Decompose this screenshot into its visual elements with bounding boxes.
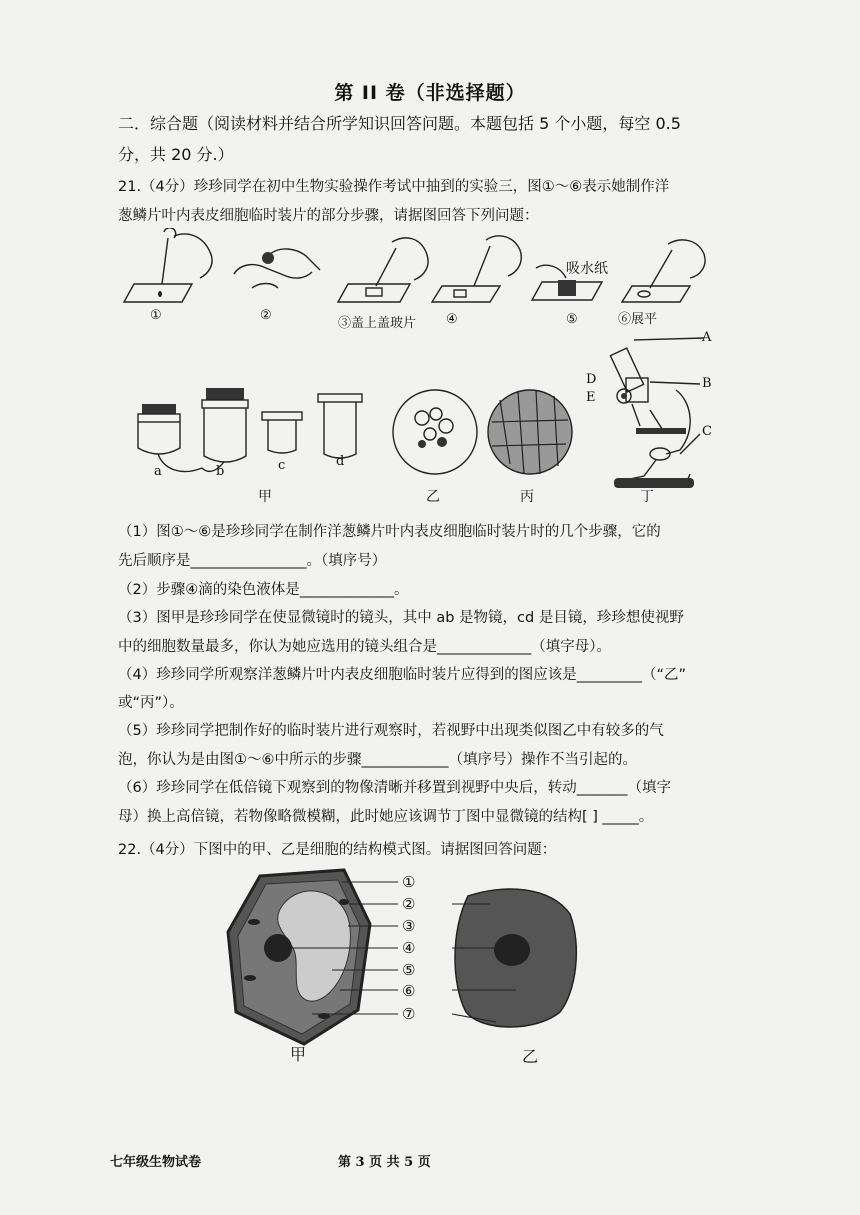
animal-cell-yi (455, 889, 576, 1027)
lens-label-d: d (336, 454, 345, 469)
footer-subject: 七年级生物试卷 (110, 1155, 202, 1170)
lens-label-b: b (216, 464, 225, 479)
cell-label-jia: 甲 (290, 1045, 307, 1064)
scope-label-C: C (702, 424, 712, 439)
q21-sub6-line-1: （6）珍珍同学在低倍镜下观察到的物像清晰并移置到视野中央后，转动_______（填字 (118, 780, 671, 796)
scope-label-A: A (702, 330, 712, 345)
q21-stem-line-1: 21.（4分）珍珍同学在初中生物实验操作考试中抽到的实验三，图①～⑥表示她制作洋 (118, 179, 670, 195)
section-title: 第 II 卷（非选择题） (334, 82, 526, 104)
step6-label: ⑥展平 (618, 312, 658, 327)
cell-number-3: ③ (402, 917, 416, 935)
scope-label-D: D (586, 372, 597, 387)
step3-drawing (338, 238, 428, 302)
step3-label: ③盖上盖玻片 (338, 316, 417, 331)
q21-apparatus-figure (120, 330, 720, 505)
scope-label-E: E (586, 390, 596, 405)
q21-sub4-line-1: （4）珍珍同学所观察洋葱鳞片叶内表皮细胞临时装片应得到的图应该是_________（“乙” (118, 667, 686, 683)
objective-lens-a (138, 404, 180, 454)
figure-label-jia: 甲 (258, 489, 272, 505)
eyepiece-lens-c (262, 412, 302, 453)
lens-label-c: c (278, 458, 286, 473)
apparatus-drawing (120, 330, 720, 505)
eyepiece-lens-d (318, 394, 362, 458)
q21-sub5-line-2: 泡，你认为是由图①～⑥中所示的步骤____________（填序号）操作不当引起的。 (118, 752, 637, 768)
figure-label-yi: 乙 (426, 489, 440, 505)
q21-sub4-line-2: 或“丙”）。 (118, 695, 184, 711)
step6-drawing (622, 240, 705, 302)
q21-sub5-line-1: （5）珍珍同学把制作好的临时装片进行观察时，若视野中出现类似图乙中有较多的气 (118, 723, 664, 739)
step4-label: ④ (446, 312, 458, 327)
q21-stem-line-2: 葱鳞片叶内表皮细胞临时装片的部分步骤，请据图回答下列问题： (118, 208, 539, 224)
q21-sub3-line-2: 中的细胞数量最多，你认为她应选用的镜头组合是_____________（填字母）。 (118, 639, 611, 655)
figure-label-ding: 丁 (640, 489, 654, 505)
cell-number-5: ⑤ (402, 961, 416, 979)
plant-cell-jia (228, 870, 370, 1044)
field-view-bing (488, 390, 572, 474)
scope-label-B: B (702, 376, 712, 391)
figure-label-bing: 丙 (520, 489, 534, 505)
step2-drawing (234, 249, 320, 288)
lens-label-a: a (154, 464, 162, 479)
field-view-yi (393, 390, 477, 474)
objective-lens-b (202, 388, 248, 462)
cell-number-7: ⑦ (402, 1005, 416, 1023)
blotting-paper-label: 吸水纸 (566, 261, 608, 277)
section-intro-line-1: 二．综合题（阅读材料并结合所学知识回答问题。本题包括 5 个小题，每空 0.5 (118, 114, 681, 133)
q22-cell-figure (220, 862, 600, 1072)
q21-sub6-line-2: 母）换上高倍镜，若物像略微模糊，此时她应该调节丁图中显微镜的结构[ ] _____。 (118, 809, 654, 825)
cell-number-1: ① (402, 873, 416, 891)
step1-drawing (124, 228, 212, 302)
cell-number-4: ④ (402, 939, 416, 957)
step5-label: ⑤ (566, 312, 578, 327)
microscope-ding (610, 338, 704, 488)
cell-number-2: ② (402, 895, 416, 913)
q21-sub2: （2）步骤④滴的染色液体是_____________。 (118, 582, 409, 598)
q21-sub1-line-1: （1）图①～⑥是珍珍同学在制作洋葱鳞片叶内表皮细胞临时装片时的几个步骤，它的 (118, 524, 661, 540)
q21-sub3-line-1: （3）图甲是珍珍同学在使显微镜时的镜头，其中 ab 是物镜，cd 是目镜，珍珍想使视野 (118, 610, 684, 626)
q22-stem: 22.（4分）下图中的甲、乙是细胞的结构模式图。请据图回答问题： (118, 842, 557, 858)
q21-steps-figure (120, 228, 720, 338)
q21-sub1-line-2: 先后顺序是________________。（填序号） (118, 553, 387, 569)
step2-label: ② (260, 308, 272, 323)
cell-label-yi: 乙 (522, 1047, 539, 1066)
section-intro-line-2: 分，共 20 分.） (118, 145, 234, 164)
footer-page-number: 第 3 页 共 5 页 (338, 1155, 431, 1170)
cell-number-6: ⑥ (402, 982, 416, 1000)
step1-label: ① (150, 308, 162, 323)
step4-drawing (432, 236, 521, 302)
